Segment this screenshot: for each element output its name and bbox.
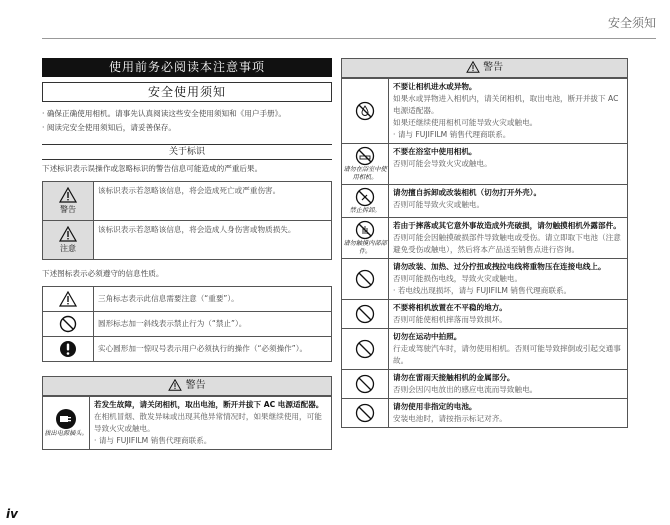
table-row [43, 287, 332, 312]
bullet-item: · 阅读完安全使用须知后，请妥善保存。 [42, 123, 176, 132]
warning-symbol [342, 79, 389, 144]
severity-label: 注意 [60, 243, 76, 253]
left-column [42, 58, 332, 450]
prohibited-icon [355, 269, 375, 289]
warning-symbol [342, 399, 389, 428]
warning-title: 请勿使用非指定的电池。 [393, 402, 477, 411]
warning-text: 如果还继续使用相机可能导致火灾或触电。 [393, 118, 538, 127]
symbol-cell [43, 337, 94, 362]
about-title: 关于标识 [42, 144, 332, 160]
warning-title: 不要让相机进水或异物。 [393, 82, 477, 91]
warning-symbol [342, 218, 389, 259]
warning-title: 若发生故障，请关闭相机，取出电池，断开并拔下 AC 电源适配器。 [94, 400, 324, 409]
symbol-cell [43, 287, 94, 312]
table-row [342, 329, 628, 370]
warning-title: 不要在浴室中使用相机。 [393, 147, 477, 156]
warning-note: · 请与 FUJIFILM 销售代理商联系。 [94, 436, 212, 445]
warning-table-left [42, 396, 332, 450]
prohibited-icon [355, 374, 375, 394]
table-row [43, 337, 332, 362]
warning-text: 否则可能会导致火灾或触电。 [393, 159, 492, 168]
page-number: iv [6, 507, 18, 521]
warning-symbol [342, 300, 389, 329]
bullet-item: · 确保正确使用相机。请事先认真阅读这些安全使用须知和《用户手册》。 [42, 109, 287, 118]
warning-title: 请勿擅自拆卸或改装相机（切勿打开外壳）。 [393, 188, 542, 197]
warning-content [389, 144, 628, 185]
warning-text: 否则会因闪电放出的感应电流而导致触电。 [393, 385, 538, 394]
warning-content [389, 218, 628, 259]
warning-content [90, 397, 332, 450]
table-row [342, 399, 628, 428]
warning-note: · 请与 FUJIFILM 销售代理商联系。 [393, 130, 511, 139]
box-title: 安全使用须知 [42, 82, 332, 102]
severity-label: 警告 [60, 204, 76, 214]
warning-title: 请勿在雷雨天接触相机的金属部分。 [393, 373, 515, 382]
table-row [43, 221, 332, 260]
main-title: 使用前务必阅读本注意事项 [42, 58, 332, 77]
symbol-text: 三角标志表示此信息需要注意（“重要”）。 [94, 287, 332, 312]
warning-text: 否则可能使相机摔落而导致损坏。 [393, 315, 507, 324]
table-row [43, 182, 332, 221]
severity-text: 该标识表示若忽略该信息，将会造成人身伤害或物质损失。 [94, 221, 332, 260]
symbol-cell [43, 312, 94, 337]
no-bathroom-icon [355, 146, 375, 166]
table-row [342, 185, 628, 218]
warning-title: 不要将相机放置在不平稳的地方。 [393, 303, 507, 312]
severity-symbol [43, 182, 94, 221]
warning-content [389, 329, 628, 370]
warning-heading: 警告 [341, 58, 628, 78]
exclamation-circle-icon [59, 340, 77, 358]
symbol-text: 实心圆形加一惊叹号表示用户必须执行的操作（“必须操作”）。 [94, 337, 332, 362]
warning-heading: 警告 [42, 376, 332, 396]
header-divider [42, 38, 656, 39]
warning-triangle-icon [466, 61, 480, 73]
warning-symbol [342, 329, 389, 370]
warning-content [389, 300, 628, 329]
warning-triangle-icon [168, 379, 182, 391]
table-row [342, 259, 628, 300]
no-disassemble-icon [355, 187, 375, 207]
prohibited-icon [355, 403, 375, 423]
warning-caption: 拔出电源插头。 [44, 430, 88, 437]
about-text: 下述标识表示误操作或忽略标识的警告信息可能造成的严重后果。 [42, 164, 263, 173]
severity-text: 该标识表示若忽略该信息，将会造成死亡或严重伤害。 [94, 182, 332, 221]
warning-triangle-icon [59, 187, 77, 203]
triangle-icon [59, 291, 77, 307]
warning-text: 否则可能会因触摸破损部件导致触电或受伤。请立即取下电池（注意避免受伤或触电），然后将本产品送至销售点进行咨询。 [393, 233, 621, 254]
table-row [342, 144, 628, 185]
warning-text: 在相机冒烟、散发异味或出现其他异常情况时，如果继续使用，可能导致火灾或触电。 [94, 412, 322, 433]
warning-note: · 若电线出现损坏，请与 FUJIFILM 销售代理商联系。 [393, 286, 572, 295]
table-row [342, 218, 628, 259]
warning-text: 安装电池时，请按指示标记对齐。 [393, 414, 507, 423]
no-water-icon [355, 101, 375, 121]
no-touch-icon [355, 220, 375, 240]
caution-triangle-icon [59, 226, 77, 242]
warning-text: 否则可能导致火灾或触电。 [393, 200, 485, 209]
warning-table-right [341, 78, 628, 428]
prohibited-icon [59, 315, 77, 333]
warning-content [389, 79, 628, 144]
warning-symbol [342, 370, 389, 399]
table-row [43, 312, 332, 337]
warning-symbol [342, 185, 389, 218]
warning-caption: 请勿触摸内部部件。 [343, 240, 387, 255]
warning-caption: 请勿在浴室中使用相机。 [343, 166, 387, 181]
warning-symbol [342, 259, 389, 300]
warning-text: 如果水或异物进入相机内，请关闭相机，取出电池，断开并拔下 AC 电源适配器。 [393, 94, 619, 115]
unplug-icon [54, 408, 78, 430]
warning-title: 若由于摔落或其它意外事故造成外壳破损，请勿触摸相机外露部件。 [393, 221, 621, 230]
symbol-text: 圆形标志加一斜线表示禁止行为（“禁止”）。 [94, 312, 332, 337]
warning-caption: 禁止拆卸。 [349, 207, 381, 214]
warning-title: 请勿改装、加热、过分拧扭或拽拉电线将重物压在连接电线上。 [393, 262, 606, 271]
warning-content [389, 370, 628, 399]
right-column [341, 58, 628, 428]
symbols-table [42, 286, 332, 362]
section-title: 安全须知 [607, 16, 656, 30]
warning-content [389, 399, 628, 428]
warning-content [389, 259, 628, 300]
warning-content [389, 185, 628, 218]
warning-symbol [342, 144, 389, 185]
table-row [342, 79, 628, 144]
prohibited-icon [355, 339, 375, 359]
warning-symbol [43, 397, 90, 450]
warning-title: 切勿在运动中拍照。 [393, 332, 462, 341]
table-row [43, 397, 332, 450]
table-row [342, 370, 628, 399]
prohibited-icon [355, 304, 375, 324]
warning-text: 否则可能损伤电线，导致火灾或触电。 [393, 274, 523, 283]
warning-text: 行走或驾驶汽车时，请勿使用相机。否则可能导致摔倒或引起交通事故。 [393, 344, 621, 365]
severity-symbol [43, 221, 94, 260]
symbols-intro: 下述图标表示必须遵守的信息性质。 [42, 269, 164, 278]
severity-table [42, 181, 332, 260]
table-row [342, 300, 628, 329]
